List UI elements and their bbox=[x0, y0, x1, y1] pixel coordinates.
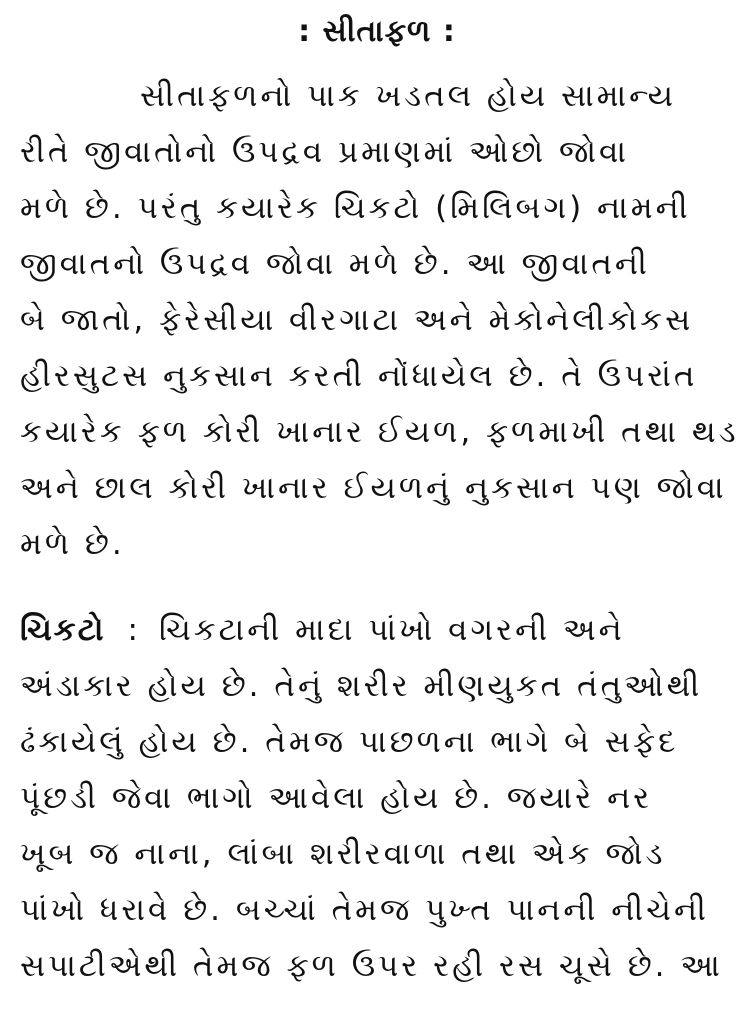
paragraph-1-line-8: અને છાલ કોરી ખાનાર ઈયળનું નુકસાન પણ જોવા bbox=[20, 470, 727, 506]
paragraph-1-line-2: રીતે જીવાતોનો ઉપદ્રવ પ્રમાણમાં ઓછો જોવા bbox=[20, 134, 629, 170]
paragraph-1-line-7: કયારેક ફળ કોરી ખાનાર ઈયળ, ફળમાખી તથા થડ bbox=[20, 414, 739, 450]
paragraph-2-line-1-text: ચિકટાની માદા પાંખો વગરની અને bbox=[158, 612, 625, 648]
page-title: : સીતાફળ : bbox=[298, 14, 456, 49]
paragraph-2-line-4: પૂંછડી જેવા ભાગો આવેલા હોય છે. જયારે નર bbox=[20, 780, 653, 816]
paragraph-1-line-1: સીતાફળનો પાક ખડતલ હોય સામાન્ય bbox=[140, 78, 677, 114]
paragraph-1-line-6: હીરસુટસ નુકસાન કરતી નોંધાયેલ છે. તે ઉપરાંત bbox=[20, 358, 698, 394]
paragraph-2-line-1 bbox=[20, 610, 625, 650]
paragraph-1-line-3: મળે છે. પરંતુ કયારેક ચિકટો (મિલિબગ) નામની bbox=[20, 190, 691, 226]
paragraph-2-line-3: ઢંકાયેલું હોય છે. તેમજ પાછળના ભાગે બે સફેદ bbox=[20, 724, 679, 760]
section-term: ચિકટો bbox=[20, 612, 106, 648]
paragraph-2-line-5: ખૂબ જ નાના, લાંબા શરીરવાળા તથા એક જોડ bbox=[20, 836, 666, 872]
term-colon: : bbox=[127, 612, 141, 648]
paragraph-1-line-4: જીવાતનો ઉપદ્રવ જોવા મળે છે. આ જીવાતની bbox=[20, 246, 650, 282]
paragraph-2-line-7: સપાટીએથી તેમજ ફળ ઉપર રહી રસ ચૂસે છે. આ bbox=[20, 948, 723, 984]
paragraph-2-line-2: અંડાકાર હોય છે. તેનું શરીર મીણયુકત તંતુઓથી bbox=[20, 668, 703, 704]
paragraph-1-line-9: મળે છે. bbox=[20, 526, 125, 562]
paragraph-1-line-5: બે જાતો, ફેરેસીયા વીરગાટા અને મેકોનેલીકોકસ bbox=[20, 302, 694, 338]
paragraph-2-line-6: પાંખો ધરાવે છે. બચ્ચાં તેમજ પુખ્ત પાનની નીચેની bbox=[20, 892, 709, 928]
